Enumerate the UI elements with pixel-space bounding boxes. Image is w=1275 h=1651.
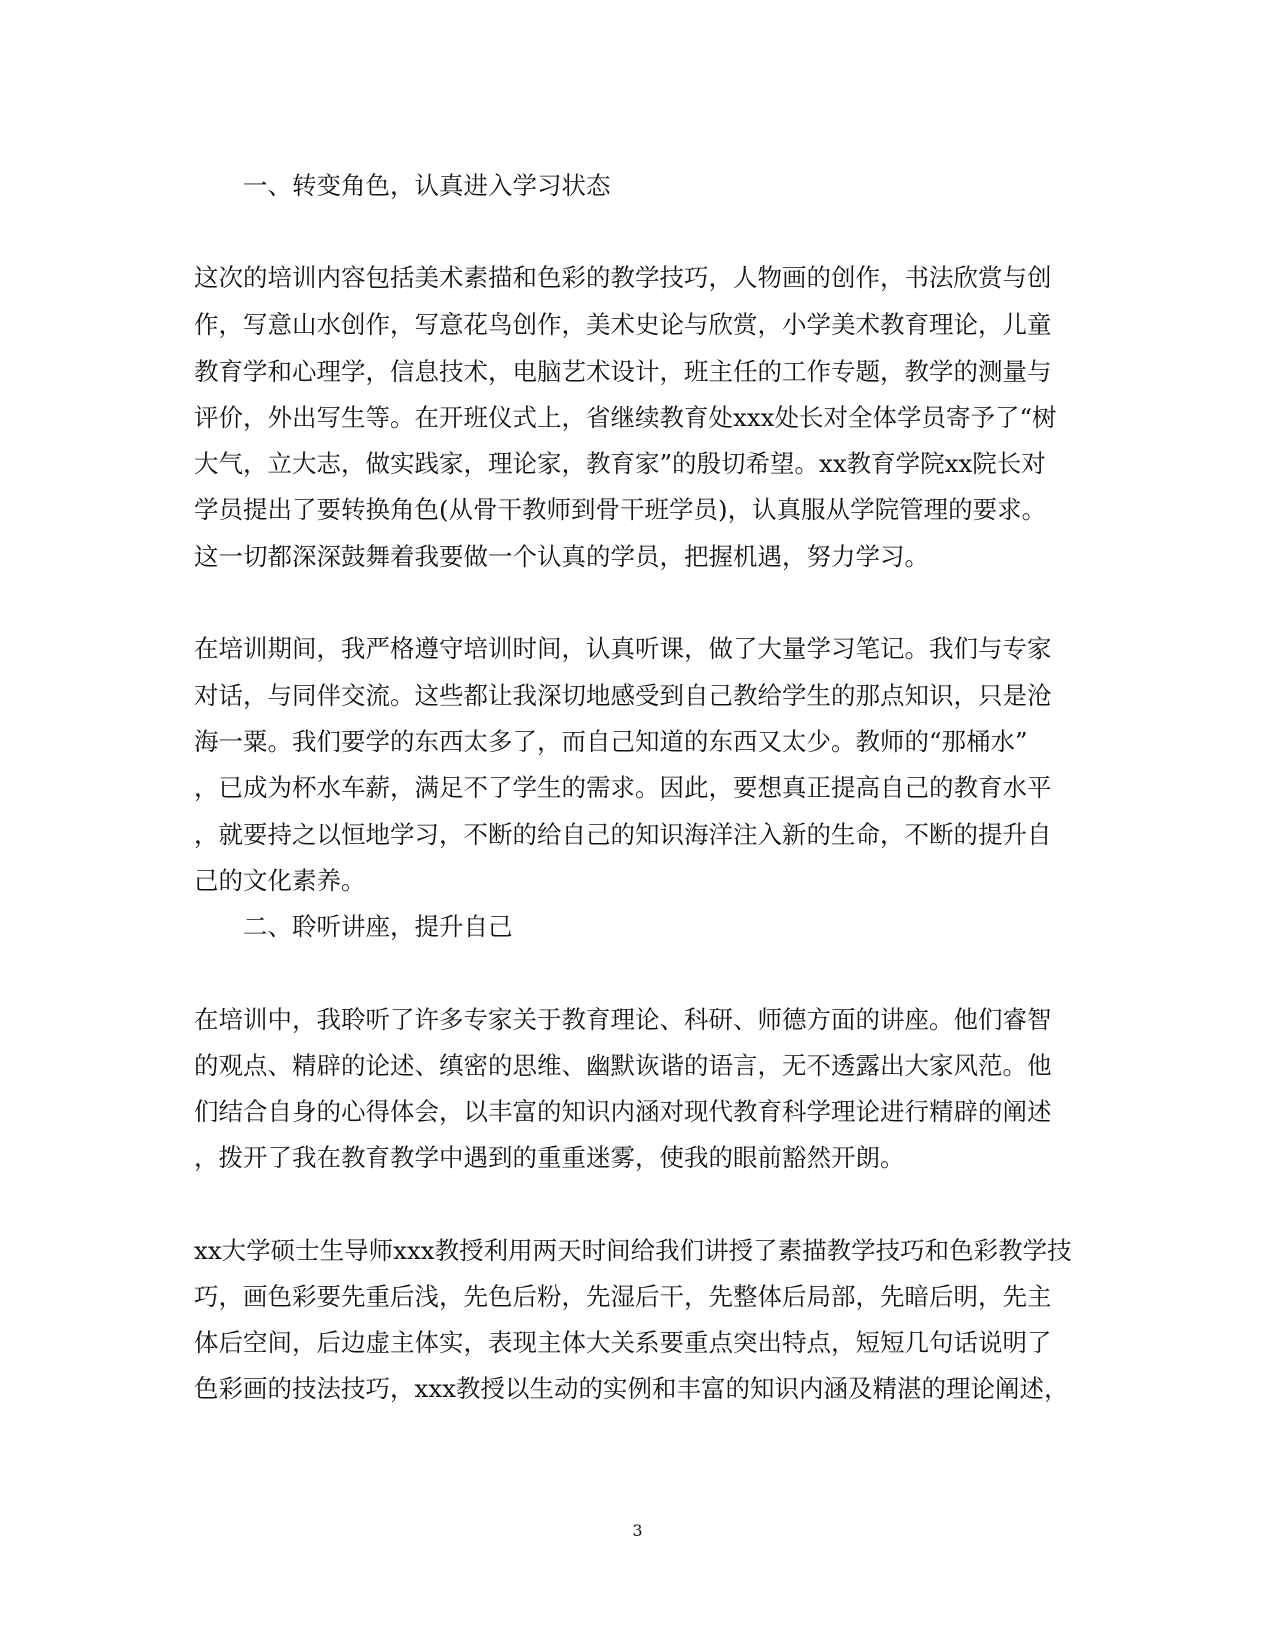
paragraph-line: 巧，画色彩要先重后浅，先色后粉，先湿后干，先整体后局部，先暗后明，先主 [194,1282,1052,1311]
paragraph-line: 这一切都深深鼓舞着我要做一个认真的学员，把握机遇，努力学习。 [194,542,929,571]
paragraph-line: 学员提出了要转换角色(从骨干教师到骨干班学员)，认真服从学院管理的要求。 [194,495,1047,524]
paragraph-line: 在培训中，我聆听了许多专家关于教育理论、科研、师德方面的讲座。他们睿智 [194,1005,1052,1034]
section-heading-2: 二、聆听讲座，提升自己 [243,912,513,941]
paragraph-line: ，就要持之以恒地学习，不断的给自己的知识海洋注入新的生命，不断的提升自 [194,820,1052,849]
paragraph-line: ，已成为杯水车薪，满足不了学生的需求。因此，要想真正提高自己的教育水平 [194,773,1052,802]
paragraph-line: 色彩画的技法技巧，xxx教授以生动的实例和丰富的知识内涵及精湛的理论阐述， [194,1374,1069,1403]
paragraph-line: 评价，外出写生等。在开班仪式上，省继续教育处xxx处长对全体学员寄予了“树 [194,403,1057,432]
paragraph-line: 在培训期间，我严格遵守培训时间，认真听课，做了大量学习笔记。我们与专家 [194,634,1052,663]
paragraph-line: 们结合自身的心得体会，以丰富的知识内涵对现代教育科学理论进行精辟的阐述 [194,1097,1052,1126]
paragraph-line: 的观点、精辟的论述、缜密的思维、幽默诙谐的语言，无不透露出大家风范。他 [194,1051,1052,1080]
paragraph-line: xx大学硕士生导师xxx教授利用两天时间给我们讲授了素描教学技巧和色彩教学技 [194,1236,1072,1265]
paragraph-line: 己的文化素养。 [194,866,366,895]
paragraph-line: 体后空间，后边虚主体实，表现主体大关系要重点突出特点，短短几句话说明了 [194,1328,1052,1357]
paragraph-line: 这次的培训内容包括美术素描和色彩的教学技巧，人物画的创作，书法欣赏与创 [194,263,1052,292]
page-number: 3 [632,1521,643,1540]
paragraph-line: ，拨开了我在教育教学中遇到的重重迷雾，使我的眼前豁然开朗。 [194,1143,905,1172]
paragraph-line: 作，写意山水创作，写意花鸟创作，美术史论与欣赏，小学美术教育理论，儿童 [194,310,1052,339]
paragraph-line: 大气，立大志，做实践家，理论家，教育家”的殷切希望。xx教育学院xx院长对 [194,449,1046,478]
section-heading-1: 一、转变角色，认真进入学习状态 [243,171,611,200]
paragraph-line: 海一粟。我们要学的东西太多了，而自己知道的东西又太少。教师的“那桶水” [194,727,1028,756]
paragraph-line: 教育学和心理学，信息技术，电脑艺术设计，班主任的工作专题，教学的测量与 [194,357,1052,386]
paragraph-line: 对话，与同伴交流。这些都让我深切地感受到自己教给学生的那点知识，只是沧 [194,681,1052,710]
